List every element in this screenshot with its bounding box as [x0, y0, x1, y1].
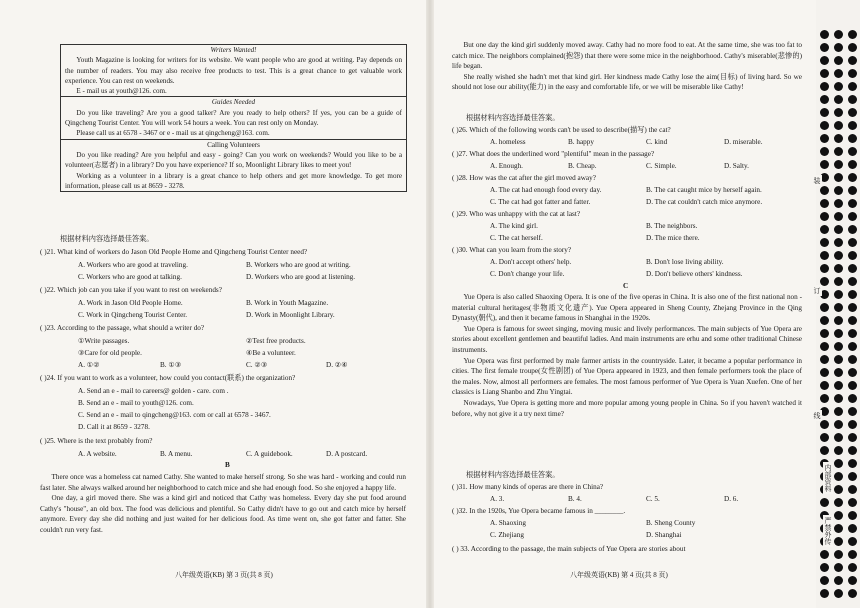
- binding-hole: [820, 82, 829, 91]
- binding-hole: [834, 550, 843, 559]
- binding-hole: [834, 160, 843, 169]
- q24-option-b: B. Send an e - mail to youth@126. com.: [78, 399, 194, 407]
- binding-hole: [848, 368, 857, 377]
- question-30: ( )30. What can you learn from the story?: [452, 246, 572, 254]
- binding-hole: [848, 498, 857, 507]
- binding-hole: [834, 108, 843, 117]
- q23-option-d: D. ②④: [326, 361, 348, 369]
- binding-hole: [848, 329, 857, 338]
- q26-option-a: A. homeless: [490, 138, 526, 146]
- q31-option-d: D. 6.: [724, 495, 739, 503]
- binding-hole: [820, 394, 829, 403]
- binding-hole: [820, 303, 829, 312]
- binding-hole: [834, 212, 843, 221]
- ad-guides-contact: Please call us at 6578 - 3467 or e - mail us at qingcheng@163. com.: [76, 129, 270, 138]
- q21-option-a: A. Workers who are good at traveling.: [78, 261, 188, 269]
- binding-hole: [820, 186, 829, 195]
- binding-hole: [834, 355, 843, 364]
- binding-hole: [820, 134, 829, 143]
- q23-item-2: ②Test free products.: [246, 337, 306, 345]
- margin-label-noshare: 严禁外传: [824, 517, 832, 545]
- binding-hole: [834, 524, 843, 533]
- binding-hole: [834, 368, 843, 377]
- q29-option-c: C. The cat herself.: [490, 234, 543, 242]
- margin-label-xian: 线: [813, 412, 821, 419]
- binding-hole: [820, 199, 829, 208]
- passage-c-para-1: Yue Opera is also called Shaoxing Opera. It is one of the five operas in China. It is also one of the first national non - material cultural heritages(非物质文化遗产). Yue Opera appeared in Sheng County, Zhejang Province in the Qing Dynasty(朝代), and then it became famous in Shanghai in the 1920s.: [452, 293, 802, 323]
- binding-hole: [820, 30, 829, 39]
- binding-hole: [834, 173, 843, 182]
- ad-guides-text: Do you like traveling? Are you a good talker? Are you ready to help others? If yes, you can be a guide of Qingcheng Tourist Center. You will work 54 hours a week. You can rest only on Monday.: [65, 108, 402, 128]
- binding-hole: [848, 225, 857, 234]
- q29-option-b: B. The neighbors.: [646, 222, 698, 230]
- binding-hole: [848, 43, 857, 52]
- q27-option-b: B. Cheap.: [568, 162, 597, 170]
- binding-hole: [848, 576, 857, 585]
- ad-volunteers: [61, 139, 406, 191]
- margin-label-internal: 内部资料: [824, 464, 832, 492]
- ad-guides: [61, 96, 406, 138]
- binding-hole: [834, 290, 843, 299]
- ad-volunteers-text: Do you like reading? Are you helpful and easy - going? Can you work on weekends? Would you like to be a volunteer(志愿者) in a library? Do you have experience? If so, Moonlight Library likes to meet you!: [65, 150, 402, 170]
- instruction-a: 根据材料内容选择最佳答案。: [60, 235, 154, 243]
- footer-page-4: 八年级英语(KB) 第 4 页(共 8 页): [570, 571, 668, 579]
- question-31: ( )31. How many kinds of operas are there in China?: [452, 483, 604, 491]
- q24-option-d: D. Call it at 8659 - 3278.: [78, 423, 150, 431]
- passage-c-para-3: Yue Opera was first performed by male farmer artists in the countryside. Later, it became a popular performance in cities. The first female troupe(女性剧团) of Yue Opera appeared in 1923, and then female performers took the place of the males. Now, almost all performers are females. The most famous performer of Yue Opera is Yuan Xuefen. One of her classics is Liang Shanbo and Zhu Yingtai.: [452, 356, 802, 397]
- binding-hole: [820, 147, 829, 156]
- binding-hole: [848, 56, 857, 65]
- q23-item-1: ①Write passages.: [78, 337, 130, 345]
- binding-hole: [848, 420, 857, 429]
- binding-hole: [820, 446, 829, 455]
- ad-writers-title: Writers Wanted!: [210, 46, 257, 54]
- binding-hole: [820, 212, 829, 221]
- binding-hole: [848, 485, 857, 494]
- q23-option-b: B. ①③: [160, 361, 182, 369]
- q31-option-b: B. 4.: [568, 495, 582, 503]
- passage-c-para-2: Yue Opera is famous for sweet singing, moving music and lively performances. The main subjects of Yue Opera are stories about excellent gentlemen and beautiful ladies. And main instruments are erhu and some other traditional Chinese instruments.: [452, 324, 802, 354]
- binding-hole: [848, 394, 857, 403]
- binding-hole: [848, 472, 857, 481]
- q28-option-c: C. The cat had got fatter and fatter.: [490, 198, 591, 206]
- q32-option-a: A. Shaoxing: [490, 519, 526, 527]
- ads-box: [60, 44, 407, 192]
- q26-option-c: C. kind: [646, 138, 668, 146]
- question-26: ( )26. Which of the following words can't be used to describe(描写) the cat?: [452, 126, 671, 134]
- binding-hole: [834, 316, 843, 325]
- binding-hole: [820, 433, 829, 442]
- binding-hole: [848, 550, 857, 559]
- question-32: ( )32. In the 1920s, Yue Opera became famous in ________.: [452, 507, 626, 515]
- binding-hole: [834, 498, 843, 507]
- q25-option-d: D. A postcard.: [326, 450, 368, 458]
- binding-hole: [848, 524, 857, 533]
- binding-hole: [820, 342, 829, 351]
- binding-hole: [820, 160, 829, 169]
- passage-b-left: [40, 472, 406, 536]
- q25-option-b: B. A menu.: [160, 450, 193, 458]
- binding-hole: [820, 355, 829, 364]
- passage-b-para-2: One day, a girl moved there. She was a kind girl and noticed that Cathy was homeless. Every day she put food around Cathy's "house", an old box. The food was delicious and plentiful. So Cathy didn't have to go out and catch mice by herself anymore. Every day she did nothing and just waited for her delicious food. As time went on, she got fatter and fatter. She couldn't run very fast.: [40, 494, 406, 534]
- binding-hole: [834, 576, 843, 585]
- question-28: ( )28. How was the cat after the girl moved away?: [452, 174, 596, 182]
- binding-hole: [820, 563, 829, 572]
- binding-hole: [848, 134, 857, 143]
- q28-option-a: A. The cat had enough food every day.: [490, 186, 602, 194]
- binding-hole: [848, 173, 857, 182]
- binding-hole: [834, 43, 843, 52]
- q23-option-c: C. ②③: [246, 361, 268, 369]
- binding-hole: [820, 251, 829, 260]
- binding-hole: [820, 69, 829, 78]
- binding-hole: [848, 121, 857, 130]
- binding-hole: [848, 407, 857, 416]
- binding-hole: [848, 277, 857, 286]
- question-21: ( )21. What kind of workers do Jason Old People Home and Qingcheng Tourist Center need?: [40, 248, 308, 256]
- passage-c-para-4: Nowadays, Yue Opera is getting more and more popular among young people in China. So if you haven't watched it before, why not give it a try next time?: [452, 398, 802, 418]
- binding-hole: [848, 108, 857, 117]
- ad-volunteers-title: Calling Volunteers: [207, 140, 260, 149]
- binding-hole: [834, 134, 843, 143]
- passage-c: [452, 292, 802, 419]
- q29-option-a: A. The kind girl.: [490, 222, 538, 230]
- q22-option-a: A. Work in Jason Old People Home.: [78, 299, 183, 307]
- binding-hole: [848, 290, 857, 299]
- binding-hole: [834, 186, 843, 195]
- binding-hole: [848, 342, 857, 351]
- binding-hole: [820, 108, 829, 117]
- binding-hole: [834, 56, 843, 65]
- binding-hole: [834, 420, 843, 429]
- binding-hole: [820, 95, 829, 104]
- binding-hole: [820, 420, 829, 429]
- binding-hole: [834, 121, 843, 130]
- section-b-heading: B: [225, 461, 230, 469]
- binding-hole: [834, 199, 843, 208]
- instruction-c: 根据材料内容选择最佳答案。: [466, 471, 560, 479]
- binding-hole: [820, 56, 829, 65]
- q24-option-a: A. Send an e - mail to careers@ golden - care. com .: [78, 387, 229, 395]
- binding-hole: [848, 563, 857, 572]
- binding-hole: [848, 511, 857, 520]
- q26-option-d: D. miserable.: [724, 138, 763, 146]
- binding-hole: [848, 381, 857, 390]
- binding-hole: [820, 43, 829, 52]
- q30-option-d: D. Don't believe others' kindness.: [646, 270, 743, 278]
- q32-option-c: C. Zhejiang: [490, 531, 524, 539]
- binding-hole: [848, 537, 857, 546]
- binding-hole: [820, 316, 829, 325]
- q27-option-a: A. Enough.: [490, 162, 523, 170]
- binding-hole: [820, 576, 829, 585]
- margin-label-ding: 订: [813, 287, 821, 294]
- binding-hole: [834, 238, 843, 247]
- binding-hole: [820, 381, 829, 390]
- q27-option-d: D. Salty.: [724, 162, 749, 170]
- question-29: ( )29. Who was unhappy with the cat at last?: [452, 210, 581, 218]
- ad-writers: [61, 45, 406, 96]
- binding-hole: [848, 433, 857, 442]
- binding-hole: [834, 225, 843, 234]
- footer-page-3: 八年级英语(KB) 第 3 页(共 8 页): [175, 571, 273, 579]
- binding-hole: [848, 186, 857, 195]
- binding-hole: [834, 563, 843, 572]
- q21-option-c: C. Workers who are good at talking.: [78, 273, 182, 281]
- question-27: ( )27. What does the underlined word "plentiful" mean in the passage?: [452, 150, 655, 158]
- binding-hole: [820, 589, 829, 598]
- binding-hole: [848, 199, 857, 208]
- q26-option-b: B. happy: [568, 138, 594, 146]
- q22-option-b: B. Work in Youth Magazine.: [246, 299, 329, 307]
- binding-hole: [834, 147, 843, 156]
- binding-hole: [834, 511, 843, 520]
- passage-b-right: [452, 40, 802, 93]
- binding-hole: [834, 30, 843, 39]
- q31-option-c: C. 5.: [646, 495, 660, 503]
- question-24: ( )24. If you want to work as a volunteer, how could you contact(联系) the organization?: [40, 374, 296, 382]
- binding-hole: [848, 459, 857, 468]
- binding-hole: [834, 485, 843, 494]
- ad-volunteers-text2: Working as a volunteer in a library is a great chance to help others and get more knowledge. To get more information, please call us at 8659 - 3278.: [65, 171, 402, 190]
- binding-hole: [834, 472, 843, 481]
- page-fold: [426, 0, 434, 608]
- q23-item-4: ④Be a volunteer.: [246, 349, 296, 357]
- q30-option-b: B. Don't lose living ability.: [646, 258, 724, 266]
- q23-item-3: ③Care for old people.: [78, 349, 142, 357]
- q31-option-a: A. 3.: [490, 495, 505, 503]
- q22-option-c: C. Work in Qingcheng Tourist Center.: [78, 311, 188, 319]
- binding-hole: [834, 589, 843, 598]
- section-c-heading: C: [623, 282, 629, 290]
- question-23: ( )23. According to the passage, what should a writer do?: [40, 324, 205, 332]
- binding-hole: [834, 342, 843, 351]
- binding-hole: [820, 121, 829, 130]
- binding-hole: [834, 69, 843, 78]
- binding-hole: [848, 589, 857, 598]
- q21-option-d: D. Workers who are good at listening.: [246, 273, 356, 281]
- ad-guides-title: Guides Needed: [211, 98, 256, 107]
- ad-writers-text: Youth Magazine is looking for writers for its website. We want people who are good at writing. Pay depends on the number of readers. You may also receive free products to test. This is a great chance to get valuable work experience. You can rest on weekends.: [65, 56, 402, 85]
- binding-hole: [834, 251, 843, 260]
- q32-option-b: B. Sheng County: [646, 519, 696, 527]
- binding-hole: [848, 264, 857, 273]
- q32-option-d: D. Shanghai: [646, 531, 682, 539]
- binding-hole: [834, 459, 843, 468]
- binding-hole: [848, 69, 857, 78]
- binding-hole: [820, 238, 829, 247]
- binding-hole: [848, 251, 857, 260]
- q22-option-d: D. Work in Moonlight Library.: [246, 311, 335, 319]
- binding-hole: [848, 212, 857, 221]
- q28-option-d: D. The cat couldn't catch mice anymore.: [646, 198, 763, 206]
- q25-option-a: A. A website.: [78, 450, 117, 458]
- binding-hole: [848, 238, 857, 247]
- binding-hole: [834, 329, 843, 338]
- passage-b-para-4: She really wished she hadn't met that kind girl. Her kindness made Cathy lose the aim(目标) of living hard. So we should not lose our ability(能力) in the easy and comfortable life, or we will be miserable like Cathy!: [452, 72, 802, 92]
- binding-hole: [848, 30, 857, 39]
- binding-hole: [834, 433, 843, 442]
- binding-hole: [820, 550, 829, 559]
- binding-hole: [834, 82, 843, 91]
- binding-hole: [820, 225, 829, 234]
- binding-hole: [834, 446, 843, 455]
- question-25: ( )25. Where is the text probably from?: [40, 437, 153, 445]
- binding-hole: [820, 329, 829, 338]
- binding-hole: [834, 537, 843, 546]
- binding-hole: [848, 147, 857, 156]
- binding-hole: [834, 277, 843, 286]
- binding-hole: [848, 82, 857, 91]
- binding-hole: [848, 446, 857, 455]
- passage-b-para-1: There once was a homeless cat named Cathy. She wanted to make herself strong. So she was hard - working and could run fast later. She always walked around her neighborhood to catch mice and she had enough food. So she enjoyed a happy life.: [40, 473, 406, 492]
- q29-option-d: D. The mice there.: [646, 234, 700, 242]
- binding-hole: [848, 95, 857, 104]
- binding-hole: [834, 394, 843, 403]
- q30-option-c: C. Don't change your life.: [490, 270, 565, 278]
- q30-option-a: A. Don't accept others' help.: [490, 258, 572, 266]
- q23-option-a: A. ①②: [78, 361, 100, 369]
- instruction-b: 根据材料内容选择最佳答案。: [466, 114, 560, 122]
- binding-hole: [848, 316, 857, 325]
- binding-hole: [834, 381, 843, 390]
- binding-hole: [834, 264, 843, 273]
- binding-hole: [848, 355, 857, 364]
- passage-b-para-3: But one day the kind girl suddenly moved away. Cathy had no more food to eat. At the same time, she was too fat to catch mice. The neighbors complained(抱怨) that there were some mice in the neighborhood. Cathy's miserable(悲惨的) life began.: [452, 41, 802, 71]
- q24-option-c: C. Send an e - mail to qingcheng@163. com or call at 6578 - 3467.: [78, 411, 271, 419]
- binding-hole: [834, 95, 843, 104]
- q21-option-b: B. Workers who are good at writing.: [246, 261, 351, 269]
- ad-writers-contact: E - mail us at youth@126. com.: [76, 87, 167, 96]
- binding-hole: [848, 303, 857, 312]
- question-22: ( )22. Which job can you take if you want to rest on weekends?: [40, 286, 222, 294]
- q25-option-c: C. A guidebook.: [246, 450, 293, 458]
- binding-hole: [834, 407, 843, 416]
- q28-option-b: B. The cat caught mice by herself again.: [646, 186, 762, 194]
- binding-hole: [820, 368, 829, 377]
- question-33: ( ) 33. According to the passage, the main subjects of Yue Opera are stories about: [452, 545, 686, 553]
- margin-label-zhuang: 装: [813, 177, 821, 184]
- binding-hole: [848, 160, 857, 169]
- binding-hole: [834, 303, 843, 312]
- binding-hole: [820, 264, 829, 273]
- q27-option-c: C. Simple.: [646, 162, 677, 170]
- binding-hole: [820, 498, 829, 507]
